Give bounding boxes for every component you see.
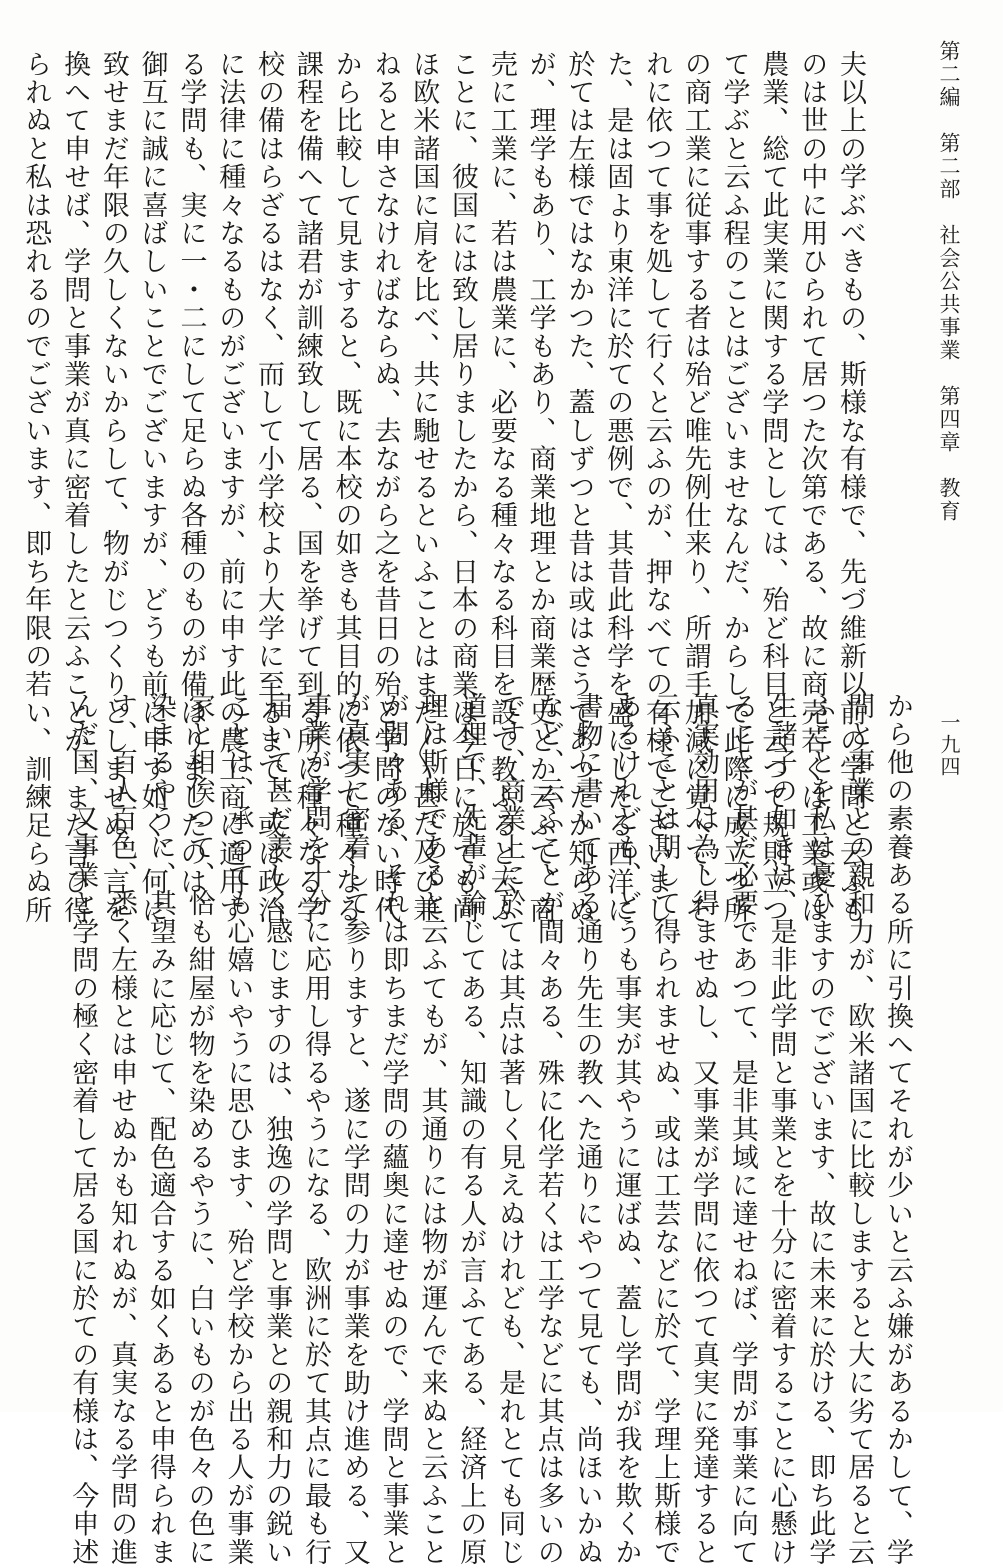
- text-column: 理は斯様であると云ふてもが、其通りには物が運んで来ぬと云ふこと: [416, 692, 448, 1566]
- text-column: が、理学もあり、工学もあり、商業地理とか商業歴史とか云ふて、商: [524, 50, 556, 925]
- body-text-upper: [20, 50, 869, 925]
- text-column: 染まるやうに、其望みに応じて、配色適合する如くあると申得られま: [144, 692, 176, 1566]
- text-column: んだ国、又事業と学問の極く密着して居る国に於ての有様は、今申述: [67, 692, 99, 1566]
- text-column: す、百人百色、悉く左様とは申せぬかも知れぬが、真実なる学問の進: [106, 692, 138, 1566]
- text-column: 生諸子の如きは、是非此学問と事業とを十分に密着することに心懸け: [765, 692, 797, 1566]
- text-column: から比較して見ますると、既に本校の如きも其目的に依つて種々なる: [330, 50, 362, 925]
- text-column: の商工業に従事する者は殆ど唯先例仕来り、所謂手加減に覚へて、そ: [679, 50, 711, 925]
- text-column: られぬと私は恐れるのでございます、即ち年限の若い、訓練足らぬ所: [20, 50, 52, 925]
- text-column: 道理で、先輩が論じてある、知識の有る人が言ふてある、経済上の原: [455, 692, 487, 1566]
- text-column: 致せまだ年限の久しくないからして、物がじつくりとしませぬ、言を: [97, 50, 129, 925]
- text-column: 届いて甚だ羨しく感じますのは、独逸の学問と事業との親和力の鋭い: [261, 692, 293, 1566]
- text-column: 売に工業に、若は農業に、必要なる種々なる科目を設て教ふると云ふ: [485, 50, 517, 925]
- text-column: 云ふことは期して得られませぬ、或は工芸などに於て、学理上斯様で: [649, 692, 681, 1566]
- text-column: て学ぶと云ふ程のことはございませなんだ、からして此際に成立つ所: [718, 50, 750, 925]
- text-column: 校の備はらざるはなく、而して小学校より大学に至るまで、或は政治: [253, 50, 285, 925]
- text-column: 真実効用は為し得ませぬし、又事業が学問に依つて真実に発達すると: [688, 692, 720, 1566]
- text-column: 夫以上の学ぶべきもの、斯様な有様で、先づ維新以前の学問と云ふも: [835, 50, 866, 925]
- text-column: 課程を備へて諸君が訓練致して居る、国を挙げて到る所に種々なる学: [291, 50, 323, 925]
- page-number: 一九四: [937, 712, 961, 778]
- text-column: 事業が学問を十分に応用し得るやうになる、欧洲に於て其点に最も行: [300, 692, 332, 1566]
- text-column: 御互に誠に喜ばしいことでございますが、どうも前に申す如く、何に: [136, 50, 168, 925]
- text-column: ことは、承つても心嬉いやうに思ひます、殆ど学校から出る人が事業: [222, 692, 254, 1566]
- text-column: のは世の中に用ひられて居つた次第である、故に商売若くは工業或は: [796, 50, 828, 925]
- body-text-lower: [67, 692, 916, 1566]
- text-column: 換へて申せば、学問と事業が真に密着したと云ふことが、また言ひ得: [59, 50, 91, 925]
- text-column: 問と事業との親和力が、欧米諸国に比較しますると大に劣て居ると云: [843, 692, 875, 1566]
- text-column: ことに、彼国には致し居りましたから、日本の商業は今日に於ても尚: [447, 50, 479, 925]
- text-column: が真実に密着して参りますと、遂に学問の力が事業を助け進める、又: [338, 692, 370, 1566]
- text-column: た、是は固より東洋に於ての悪例で、其昔此科学を盛にしたる西洋に: [602, 50, 634, 925]
- text-column: ねると申さなければならぬ、去ながら之を昔日の殆ど学問のない時代: [369, 50, 401, 925]
- text-column: から他の素養ある所に引換へてそれが少いと云ふ嫌があるかして、学: [882, 692, 913, 1566]
- text-column: ふことを私は憂ひますのでございます、故に未来に於ける、即ち此学: [804, 692, 836, 1566]
- text-column: です、商業上に於ては其点は著しく見えぬけれども、是れとても同じ: [494, 692, 526, 1566]
- text-column: など、云ふことが間々ある、殊に化学若くは工学などに其点は多いの: [532, 692, 564, 1566]
- text-column: 農業、総て此実業に関する学問としては、殆ど科目と云つて規則立つ: [757, 50, 789, 925]
- text-column: が間々ある、それは即ちまだ学問の蘊奥に達せぬので、学問と事業と: [377, 692, 409, 1566]
- text-column: れに依つて事を処して行くと云ふのが、押なべての有様でございまし: [641, 50, 673, 925]
- text-column: 於ては左様ではなかつた、蓋しずつと昔は或はさうであつたか知らぬ: [563, 50, 595, 925]
- text-column: 書物に書いてある通り先生の教へた通りにやつて見ても、尚ほいかぬ: [571, 692, 603, 1566]
- text-column: あるけれども、どうも事実が其やうに運ばぬ、蓋し学問が我を欺くか: [610, 692, 642, 1566]
- text-column: ほ欧米諸国に肩を比べ、共に馳せるといふことはまだ〳〵甚だ及び兼: [408, 50, 440, 923]
- text-column: に法律に種々なるものがございますが、前に申す此の農工商に適用す: [214, 50, 246, 925]
- text-column: る学問も、実に一・二にして足らぬ各種のものが備はりましたのは、: [175, 50, 207, 925]
- running-header: 第二編 第二部 社会公共事業 第四章 教育: [937, 40, 961, 523]
- text-column: 家と相俟つて、恰も紺屋が物を染めるやうに、白いものが色々の色に: [183, 692, 215, 1566]
- text-column: ることが甚だ必要であつて、是非其域に達せねば、学問が事業に向て: [726, 692, 758, 1566]
